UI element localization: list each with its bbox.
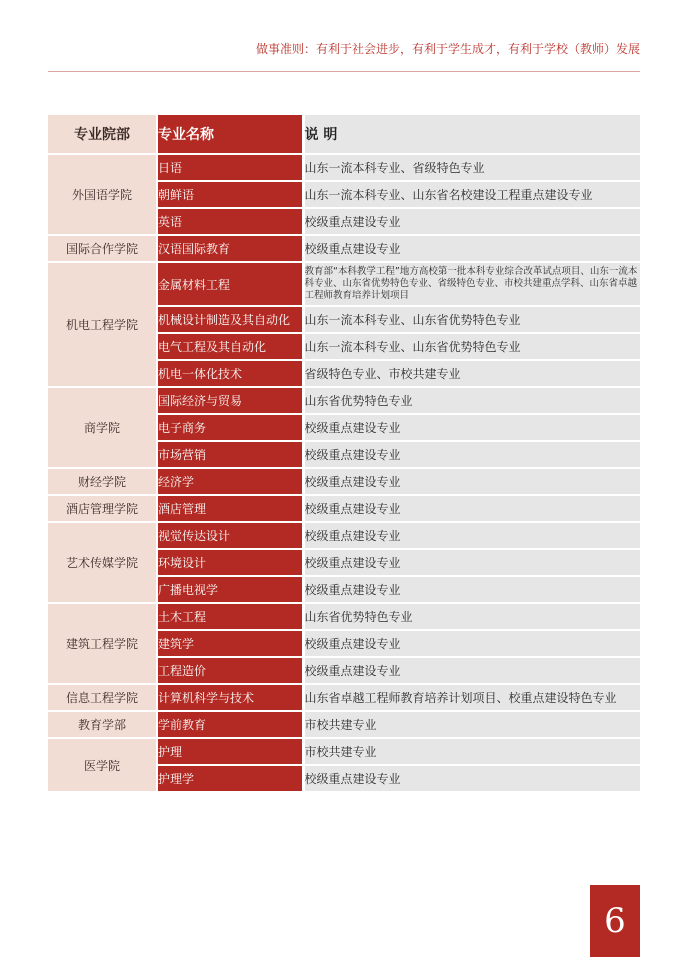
description-cell: 市校共建专业: [303, 738, 640, 765]
department-cell: 外国语学院: [48, 154, 157, 235]
department-cell: 机电工程学院: [48, 262, 157, 387]
major-cell: 汉语国际教育: [157, 235, 303, 262]
table-row: [48, 711, 640, 738]
description-cell: 山东一流本科专业、山东省名校建设工程重点建设专业: [303, 181, 640, 208]
description-cell: 山东一流本科专业、山东省优势特色专业: [303, 306, 640, 333]
description-cell: 山东省卓越工程师教育培养计划项目、校重点建设特色专业: [303, 684, 640, 711]
majors-table: [48, 115, 640, 793]
major-cell: 电子商务: [157, 414, 303, 441]
department-cell: 艺术传媒学院: [48, 522, 157, 603]
department-cell: 教育学部: [48, 711, 157, 738]
column-header-department: 专业院部: [48, 115, 157, 154]
major-cell: 建筑学: [157, 630, 303, 657]
major-cell: 朝鲜语: [157, 181, 303, 208]
table-row: [48, 495, 640, 522]
description-cell: 校级重点建设专业: [303, 468, 640, 495]
table-row: [48, 235, 640, 262]
major-cell: 日语: [157, 154, 303, 181]
major-cell: 工程造价: [157, 657, 303, 684]
description-cell: 校级重点建设专业: [303, 765, 640, 792]
description-cell: 山东一流本科专业、山东省优势特色专业: [303, 333, 640, 360]
major-cell: 土木工程: [157, 603, 303, 630]
department-cell: 商学院: [48, 387, 157, 468]
description-cell: 校级重点建设专业: [303, 414, 640, 441]
description-cell: 校级重点建设专业: [303, 522, 640, 549]
page-number: 6: [590, 885, 640, 957]
department-cell: 国际合作学院: [48, 235, 157, 262]
major-cell: 金属材料工程: [157, 262, 303, 306]
description-cell: 校级重点建设专业: [303, 549, 640, 576]
table-row: [48, 684, 640, 711]
table-row: [48, 738, 640, 765]
major-cell: 环境设计: [157, 549, 303, 576]
description-cell: 教育部“本科教学工程”地方高校第一批本科专业综合改革试点项目、山东一流本科专业、山东省优势特色专业、省级特色专业、市校共建重点学科、山东省卓越工程师教育培养计划项目: [303, 262, 640, 306]
table-row: [48, 522, 640, 549]
department-cell: 酒店管理学院: [48, 495, 157, 522]
table-row: [48, 154, 640, 181]
major-cell: 经济学: [157, 468, 303, 495]
major-cell: 机电一体化技术: [157, 360, 303, 387]
description-cell: 山东省优势特色专业: [303, 387, 640, 414]
description-cell: 校级重点建设专业: [303, 630, 640, 657]
department-cell: 建筑工程学院: [48, 603, 157, 684]
department-cell: 信息工程学院: [48, 684, 157, 711]
major-cell: 机械设计制造及其自动化: [157, 306, 303, 333]
major-cell: 广播电视学: [157, 576, 303, 603]
major-cell: 计算机科学与技术: [157, 684, 303, 711]
department-cell: 医学院: [48, 738, 157, 792]
description-cell: 校级重点建设专业: [303, 208, 640, 235]
description-cell: 山东省优势特色专业: [303, 603, 640, 630]
column-header-description: 说 明: [303, 115, 640, 154]
major-cell: 国际经济与贸易: [157, 387, 303, 414]
description-cell: 校级重点建设专业: [303, 235, 640, 262]
major-cell: 视觉传达设计: [157, 522, 303, 549]
description-cell: 校级重点建设专业: [303, 441, 640, 468]
description-cell: 市校共建专业: [303, 711, 640, 738]
table-row: [48, 603, 640, 630]
major-cell: 市场营销: [157, 441, 303, 468]
major-cell: 酒店管理: [157, 495, 303, 522]
table-row: [48, 468, 640, 495]
major-cell: 护理: [157, 738, 303, 765]
description-cell: 校级重点建设专业: [303, 657, 640, 684]
department-cell: 财经学院: [48, 468, 157, 495]
major-cell: 电气工程及其自动化: [157, 333, 303, 360]
description-cell: 省级特色专业、市校共建专业: [303, 360, 640, 387]
major-cell: 英语: [157, 208, 303, 235]
description-cell: 校级重点建设专业: [303, 576, 640, 603]
header-motto: 做事准则：有利于社会进步，有利于学生成才，有利于学校（教师）发展: [255, 42, 640, 56]
major-cell: 护理学: [157, 765, 303, 792]
description-cell: 校级重点建设专业: [303, 495, 640, 522]
table-row: [48, 387, 640, 414]
column-header-major: 专业名称: [157, 115, 303, 154]
major-cell: 学前教育: [157, 711, 303, 738]
header-divider: [48, 71, 640, 72]
table-row: [48, 262, 640, 306]
description-cell: 山东一流本科专业、省级特色专业: [303, 154, 640, 181]
